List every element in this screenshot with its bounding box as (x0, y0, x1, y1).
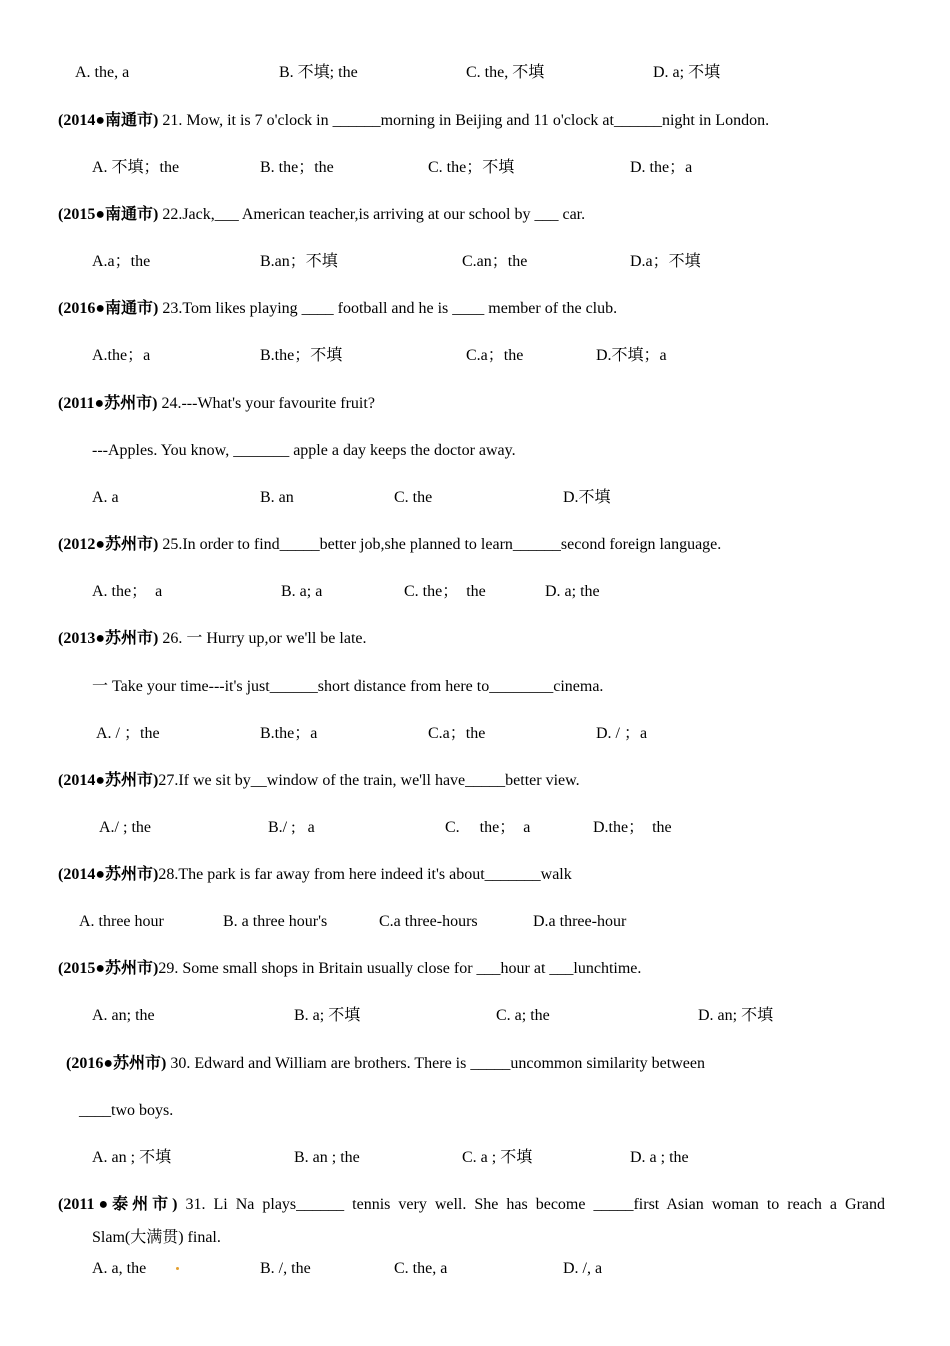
option-d: D.不填 (563, 489, 611, 506)
stray-mark (176, 1267, 179, 1270)
option-c: C.a；the (466, 347, 524, 364)
option-a: A. a, the (92, 1260, 147, 1277)
option-c: C. the (394, 489, 433, 506)
question-text: 27.If we sit by__window of the train, we'll have_____better view. (158, 772, 580, 789)
option-b: B. an ; the (294, 1149, 360, 1166)
option-b: B. /, the (260, 1260, 311, 1277)
option-c: C. the； the (404, 583, 486, 600)
option-a: A. an; the (92, 1007, 155, 1024)
option-a: A.the；a (92, 347, 151, 364)
option-d: D. a; the (545, 583, 600, 600)
option-b: B.an；不填 (260, 253, 338, 270)
option-d: D. an; 不填 (698, 1007, 774, 1024)
option-c: C. a ; 不填 (462, 1149, 533, 1166)
question-line-2: ____two boys. (79, 1102, 174, 1119)
question-24 (58, 394, 375, 414)
option-a: A. the, a (75, 64, 130, 81)
question-text: 29. Some small shops in Britain usually close for ___hour at ___lunchtime. (158, 960, 642, 977)
option-a: A. / ；the (96, 725, 160, 742)
option-a: A./ ; the (99, 819, 151, 836)
question-text: 30. Edward and William are brothers. There is _____uncommon similarity between (166, 1055, 705, 1072)
question-source: (2011●苏州市) (58, 395, 158, 412)
question-line-2: Slam(大满贯) final. (92, 1229, 221, 1246)
option-a: A. three hour (79, 913, 164, 930)
option-c: C. the； a (445, 819, 531, 836)
question-line-2: 一 Take your time---it's just______short distance from here to________cinema. (92, 678, 604, 695)
question-28 (58, 865, 572, 885)
option-d: D.a；不填 (630, 253, 701, 270)
question-text: 21. Mow, it is 7 o'clock in ______morning in Beijing and 11 o'clock at______night in London. (158, 112, 770, 129)
question-25 (58, 535, 721, 555)
option-b: B. a; a (281, 583, 323, 600)
option-c: C.a three-hours (379, 913, 478, 930)
question-source: (2016●苏州市) (66, 1055, 167, 1072)
question-text: 25.In order to find_____better job,she planned to learn______second foreign language. (158, 536, 722, 553)
option-c: C. the；不填 (428, 159, 515, 176)
option-d: D. /, a (563, 1260, 603, 1277)
option-b: B. a; 不填 (294, 1007, 361, 1024)
question-30 (66, 1054, 705, 1074)
option-b: B./ ; a (268, 819, 315, 836)
option-c: C. the, 不填 (466, 64, 545, 81)
question-source: (2014●苏州市) (58, 866, 159, 883)
option-b: B. a three hour's (223, 913, 328, 930)
option-b: B. an (260, 489, 294, 506)
question-text: 24.---What's your favourite fruit? (157, 395, 375, 412)
option-b: B. 不填; the (279, 64, 358, 81)
question-source: (2015●南通市) (58, 206, 159, 223)
option-c: C. the, a (394, 1260, 448, 1277)
question-26 (58, 629, 367, 649)
option-b: B. the；the (260, 159, 334, 176)
question-source: (2015●苏州市) (58, 960, 159, 977)
question-source: (2014●苏州市) (58, 772, 159, 789)
question-source: (2012●苏州市) (58, 536, 159, 553)
option-d: D.a three-hour (533, 913, 627, 930)
question-source: (2013●苏州市) (58, 630, 159, 647)
question-source: (2011●泰州市) (58, 1196, 178, 1213)
question-line-2: ---Apples. You know, _______ apple a day keeps the doctor away. (92, 442, 516, 459)
option-a: A. 不填；the (92, 159, 180, 176)
question-27 (58, 771, 580, 791)
question-22 (58, 205, 585, 225)
option-c: C. a; the (496, 1007, 550, 1024)
option-a: A. a (92, 489, 119, 506)
option-d: D.the； the (593, 819, 672, 836)
question-source: (2016●南通市) (58, 300, 159, 317)
question-23 (58, 299, 617, 319)
option-c: C.a；the (428, 725, 486, 742)
question-text: 22.Jack,___ American teacher,is arriving at our school by ___ car. (158, 206, 586, 223)
option-b: B.the；不填 (260, 347, 343, 364)
option-c: C.an；the (462, 253, 528, 270)
option-d: D. / ；a (596, 725, 648, 742)
option-d: D. a ; the (630, 1149, 689, 1166)
question-31 (58, 1194, 885, 1216)
option-a: A. the； a (92, 583, 163, 600)
question-text: 26. 一 Hurry up,or we'll be late. (158, 630, 367, 647)
question-29 (58, 959, 641, 979)
question-21 (58, 111, 769, 131)
option-a: A.a；the (92, 253, 151, 270)
option-b: B.the；a (260, 725, 318, 742)
question-text: 28.The park is far away from here indeed it's about_______walk (158, 866, 572, 883)
question-source: (2014●南通市) (58, 112, 159, 129)
option-d: D. a; 不填 (653, 64, 721, 81)
option-d: D.不填；a (596, 347, 667, 364)
question-text: 31. Li Na plays______ tennis very well. She has become _____first Asian woman to reach a Grand (177, 1196, 885, 1213)
question-text: 23.Tom likes playing ____ football and he is ____ member of the club. (158, 300, 618, 317)
option-a: A. an ; 不填 (92, 1149, 172, 1166)
option-d: D. the；a (630, 159, 693, 176)
